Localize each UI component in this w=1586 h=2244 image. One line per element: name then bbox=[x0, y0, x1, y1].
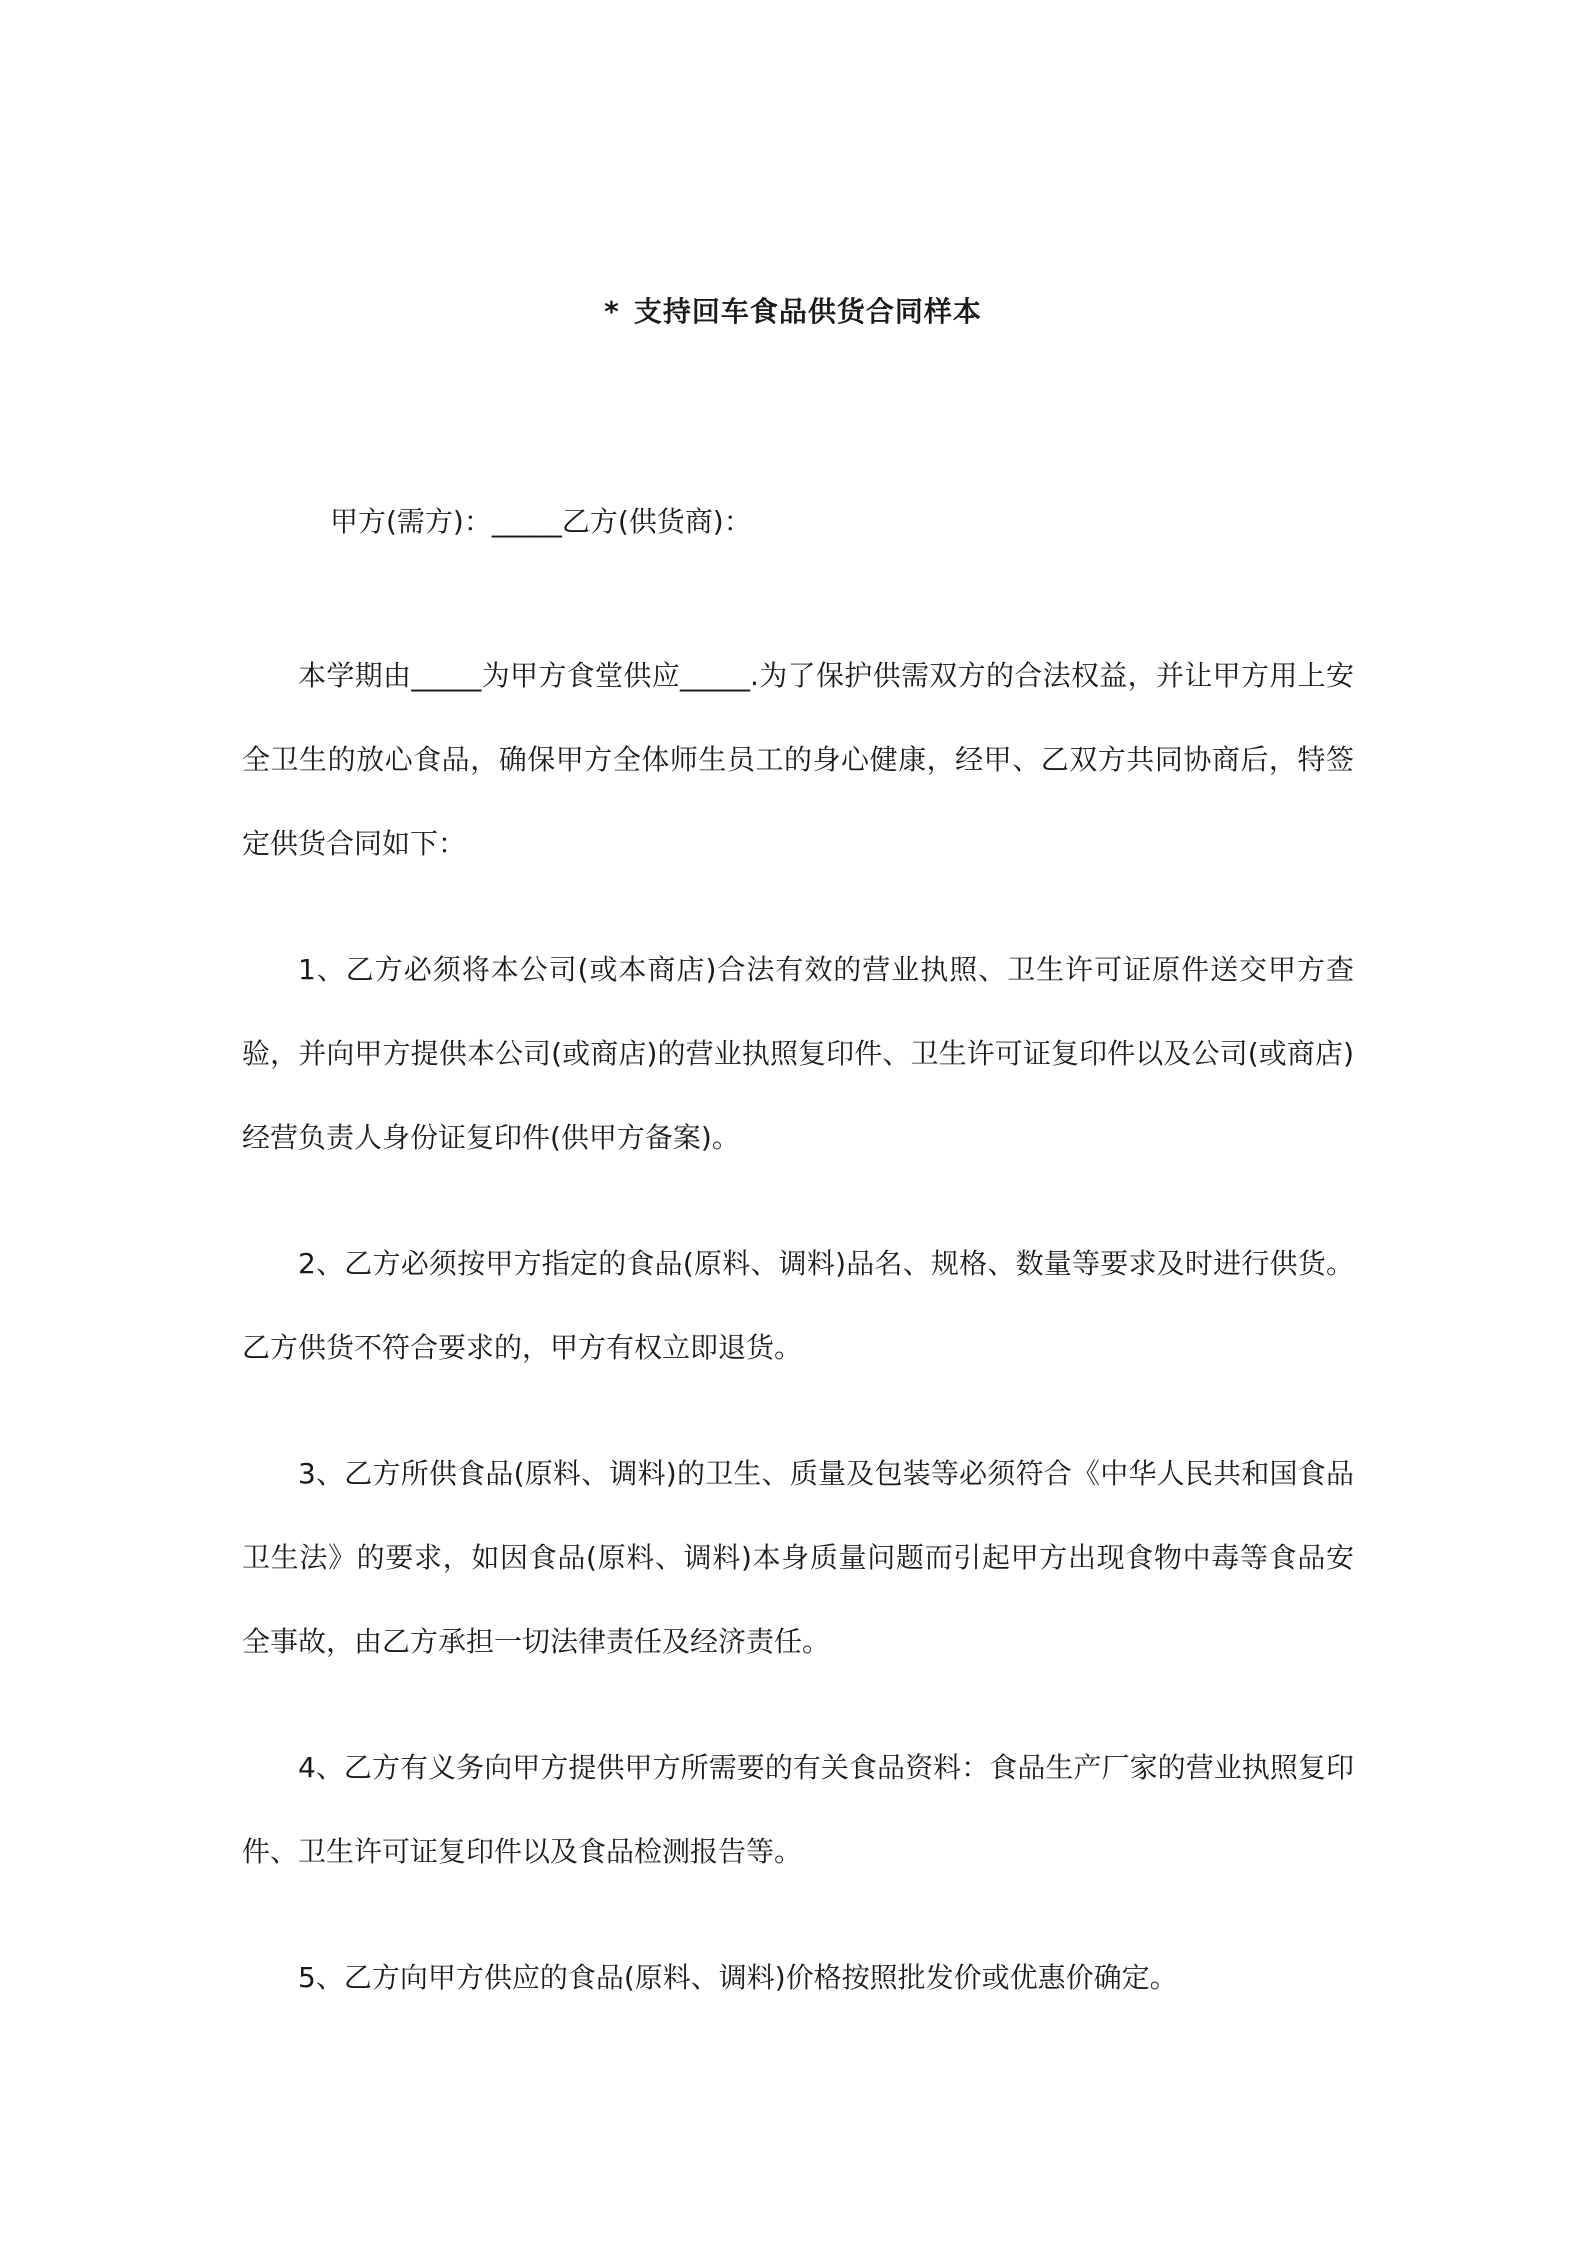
title-asterisk: * bbox=[604, 295, 620, 328]
clause-2-paragraph: 2、乙方必须按甲方指定的食品(原料、调料)品名、规格、数量等要求及时进行供货。乙方供货不符合要求的，甲方有权立即退货。 bbox=[242, 1247, 1354, 1364]
clause-5-paragraph: 5、乙方向甲方供应的食品(原料、调料)价格按照批发价或优惠价确定。 bbox=[298, 1961, 1178, 1994]
intro-paragraph: 本学期由_____为甲方食堂供应_____.为了保护供需双方的合法权益，并让甲方用上安全卫生的放心食品，确保甲方全体师生员工的身心健康，经甲、乙双方共同协商后，特签定供货合同如下： bbox=[242, 659, 1354, 860]
title-text: 支持回车食品供货合同样本 bbox=[633, 295, 982, 328]
document-title bbox=[0, 292, 1586, 332]
clause-3-paragraph: 3、乙方所供食品(原料、调料)的卫生、质量及包装等必须符合《中华人民共和国食品卫生法》的要求，如因食品(原料、调料)本身质量问题而引起甲方出现食物中毒等食品安全事故，由乙方承担一切法律责任及经济责任。 bbox=[242, 1457, 1354, 1658]
clause-1-paragraph: 1、乙方必须将本公司(或本商店)合法有效的营业执照、卫生许可证原件送交甲方查验，并向甲方提供本公司(或商店)的营业执照复印件、卫生许可证复印件以及公司(或商店)经营负责人身份证复印件(供甲方备案)。 bbox=[242, 953, 1354, 1154]
parties-line: 甲方(需方)：_____乙方(供货商)： bbox=[330, 505, 752, 538]
clause-4-paragraph: 4、乙方有义务向甲方提供甲方所需要的有关食品资料：食品生产厂家的营业执照复印件、卫生许可证复印件以及食品检测报告等。 bbox=[242, 1751, 1354, 1868]
